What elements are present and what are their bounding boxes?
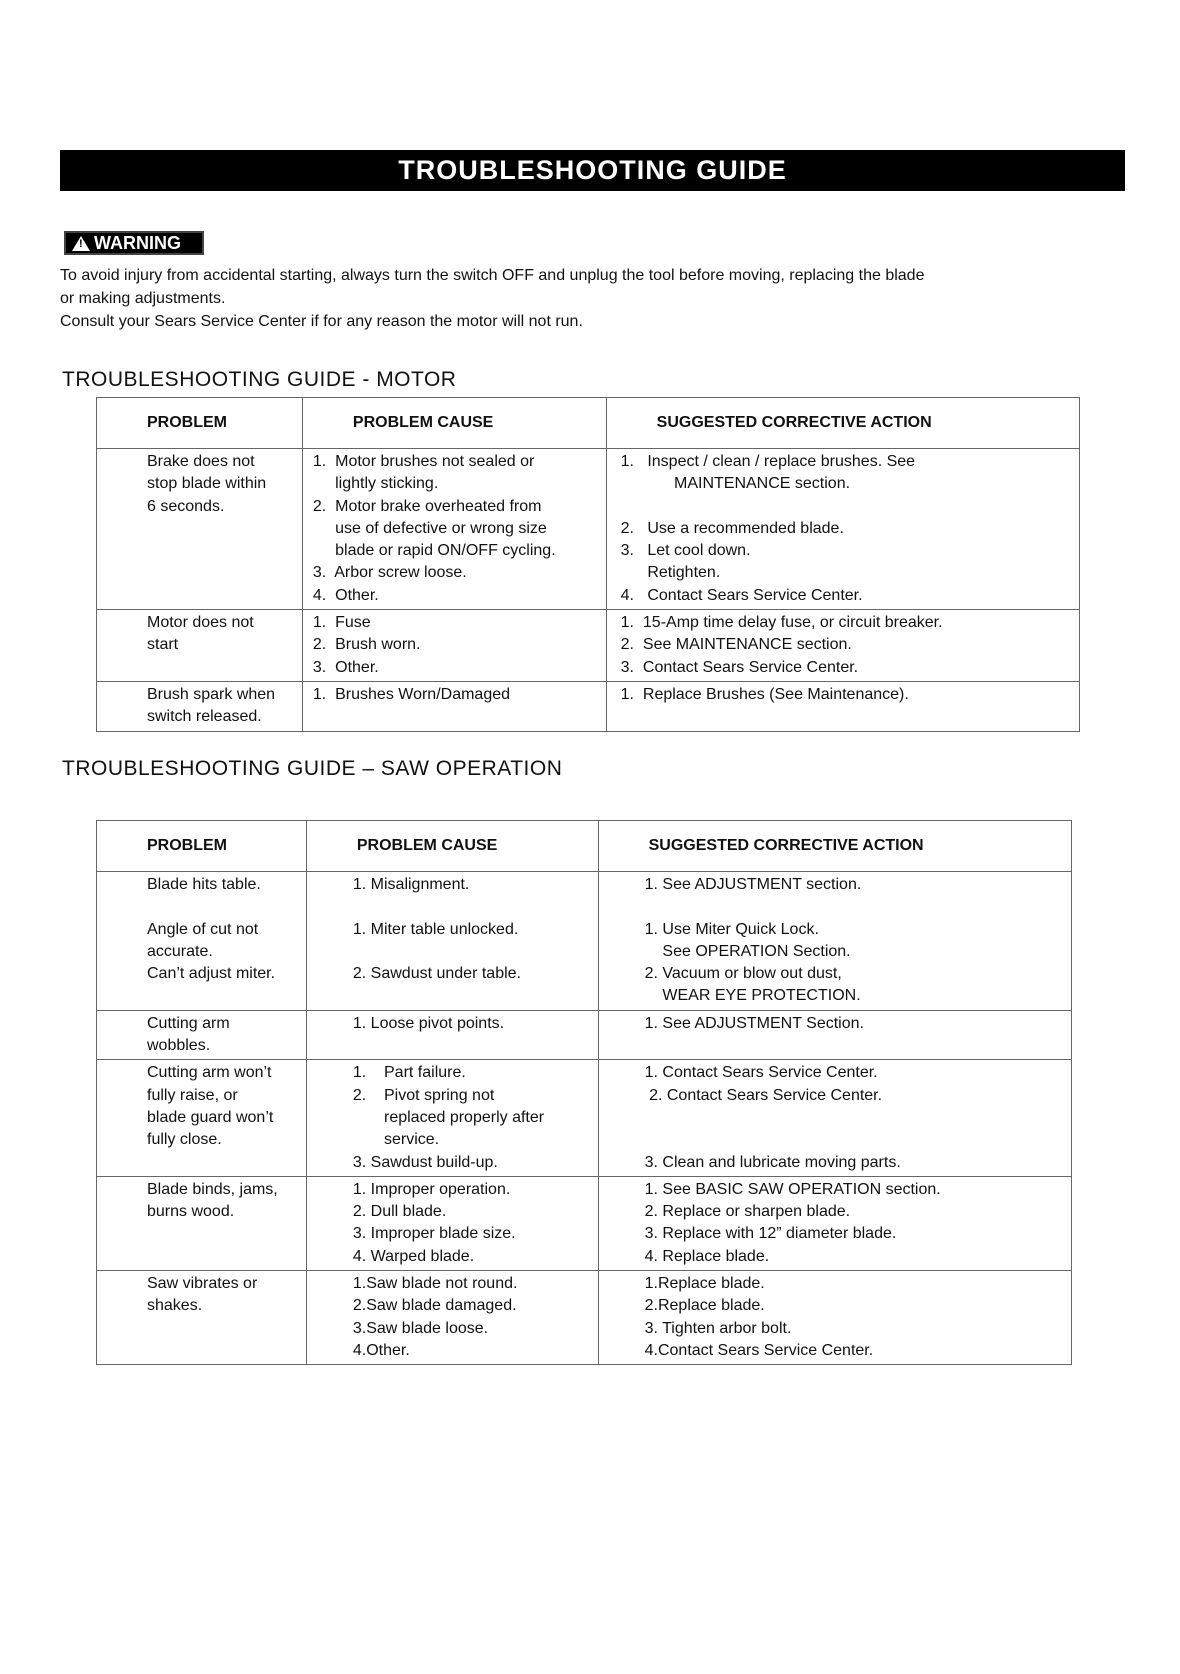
table-row [97, 1060, 1072, 1176]
problem-line: Motor does not [147, 614, 254, 632]
action-line: 1. See ADJUSTMENT Section. [644, 1014, 864, 1032]
problem-line: Cutting arm won’t [147, 1064, 272, 1082]
warning-badge [64, 231, 204, 255]
problem-line: wobbles. [147, 1037, 211, 1055]
problem-line: start [147, 636, 179, 654]
header-action: SUGGESTED CORRECTIVE ACTION [598, 821, 1071, 872]
action-line: 2. Contact Sears Service Center. [644, 1086, 883, 1104]
cell-cause [306, 1060, 598, 1176]
warning-paragraph-2: Consult your Sears Service Center if for any reason the motor will not run. [60, 313, 583, 330]
warning-paragraph-1b: or making adjustments. [60, 290, 226, 307]
cell-cause [306, 1010, 598, 1060]
problem-line: Can’t adjust miter. [147, 965, 276, 983]
problem-line: Cutting arm [147, 1014, 230, 1032]
action-line: 3. Replace with 12” diameter blade. [644, 1225, 897, 1243]
action-line: 1. Replace Brushes (See Maintenance). [620, 685, 909, 703]
cell-cause [306, 1176, 598, 1270]
action-line: 2. Vacuum or blow out dust, [644, 965, 842, 983]
problem-line: 6 seconds. [147, 497, 225, 515]
action-line: 4. Replace blade. [644, 1247, 770, 1265]
problem-line: Saw vibrates or [147, 1275, 258, 1293]
cause-line: 1. Misalignment. [352, 876, 470, 893]
cause-line: 3. Other. [312, 658, 379, 676]
problem-line [147, 896, 300, 918]
table-row [97, 1010, 1072, 1060]
cause-line: 2. Sawdust under table. [352, 965, 521, 983]
action-line: 1. Use Miter Quick Lock. [644, 920, 819, 938]
action-line: 3. Tighten arbor bolt. [644, 1319, 792, 1337]
table-row [97, 449, 1080, 610]
header-cause: PROBLEM CAUSE [306, 821, 598, 872]
header-problem: PROBLEM [97, 398, 303, 449]
problem-line: Brake does not [147, 453, 255, 470]
cause-line: 2.Saw blade damaged. [352, 1297, 517, 1315]
cell-problem [97, 449, 303, 610]
cell-problem [97, 872, 307, 1011]
action-line: 3. Let cool down. [620, 542, 751, 560]
cell-problem [97, 1060, 307, 1176]
cell-action [598, 1010, 1071, 1060]
cause-line: 2. Dull blade. [352, 1203, 447, 1221]
cell-action [598, 1271, 1071, 1365]
warning-badge-label: WARNING [94, 233, 181, 253]
action-line [621, 496, 1073, 518]
table-row [97, 1176, 1072, 1270]
cause-line: 3. Sawdust build-up. [352, 1153, 498, 1171]
cause-line: 3.Saw blade loose. [352, 1319, 489, 1337]
cell-problem [97, 1010, 307, 1060]
cell-cause [306, 872, 598, 1011]
cell-cause [302, 610, 606, 682]
cause-line: 2. Motor brake overheated from [312, 497, 542, 515]
motor-section-title: TROUBLESHOOTING GUIDE - MOTOR [62, 368, 457, 391]
table-header-row [97, 398, 1080, 449]
warning-text [60, 264, 1130, 333]
header-problem: PROBLEM [97, 821, 307, 872]
cause-line: 1. Improper operation. [352, 1180, 511, 1198]
cause-line: 4. Other. [312, 586, 379, 604]
problem-line: stop blade within [147, 475, 267, 493]
cause-line: 2. Brush worn. [312, 636, 421, 654]
cause-line [353, 941, 592, 963]
warning-triangle-icon: ! [72, 236, 90, 251]
action-line: 3. Contact Sears Service Center. [620, 658, 859, 676]
problem-line: shakes. [147, 1297, 203, 1315]
action-line: 3. Clean and lubricate moving parts. [644, 1153, 901, 1171]
cause-line: 4.Other. [352, 1341, 410, 1359]
problem-line: fully raise, or [147, 1086, 238, 1104]
cell-action [598, 872, 1071, 1011]
cause-line: 2. Pivot spring not [352, 1086, 495, 1104]
cause-line: 3. Arbor screw loose. [312, 564, 467, 582]
cell-action [606, 449, 1079, 610]
action-line: 2. See MAINTENANCE section. [620, 636, 852, 654]
cause-line: 1. Motor brushes not sealed or [312, 453, 535, 470]
cell-problem [97, 681, 303, 731]
action-line [645, 1107, 1065, 1129]
table-row [97, 872, 1072, 1011]
cell-action [598, 1060, 1071, 1176]
saw-table [96, 820, 1072, 1365]
action-line: 2. Use a recommended blade. [620, 519, 844, 537]
action-line: WEAR EYE PROTECTION. [644, 987, 861, 1005]
cause-line: 1.Saw blade not round. [352, 1275, 518, 1293]
header-action: SUGGESTED CORRECTIVE ACTION [606, 398, 1079, 449]
cause-line: 1. Miter table unlocked. [352, 920, 519, 938]
table-header-row [97, 821, 1072, 872]
table-row [97, 1271, 1072, 1365]
warning-paragraph-1: To avoid injury from accidental starting, always turn the switch OFF and unplug the tool before moving, replacing the blade [60, 267, 925, 284]
problem-line: accurate. [147, 942, 213, 960]
problem-line: Blade binds, jams, [147, 1180, 278, 1198]
action-line: 4.Contact Sears Service Center. [644, 1341, 874, 1359]
saw-section-title: TROUBLESHOOTING GUIDE – SAW OPERATION [62, 757, 563, 780]
cause-line: blade or rapid ON/OFF cycling. [312, 542, 556, 560]
cell-action [606, 681, 1079, 731]
action-line: 2.Replace blade. [644, 1297, 765, 1315]
problem-line: burns wood. [147, 1203, 235, 1221]
cause-line: 1. Part failure. [352, 1064, 466, 1082]
cell-cause [302, 681, 606, 731]
problem-line: Angle of cut not [147, 920, 259, 938]
cell-cause [302, 449, 606, 610]
cause-line: 1. Loose pivot points. [352, 1014, 505, 1032]
action-line: 1. See ADJUSTMENT section. [644, 876, 862, 893]
cause-line: service. [352, 1131, 440, 1149]
table-row [97, 610, 1080, 682]
table-row [97, 681, 1080, 731]
problem-line: switch released. [147, 708, 262, 726]
cause-line: 3. Improper blade size. [352, 1225, 516, 1243]
cause-line: lightly sticking. [312, 475, 439, 493]
problem-line: Brush spark when [147, 685, 276, 703]
cause-line: 1. Brushes Worn/Damaged [312, 685, 511, 703]
cause-line [353, 896, 592, 918]
problem-line: Blade hits table. [147, 876, 261, 893]
action-line: 2. Replace or sharpen blade. [644, 1203, 851, 1221]
header-cause: PROBLEM CAUSE [302, 398, 606, 449]
cause-line: replaced properly after [352, 1108, 545, 1126]
problem-line: fully close. [147, 1131, 222, 1149]
cell-problem [97, 1176, 307, 1270]
cell-action [606, 610, 1079, 682]
cause-line: 4. Warped blade. [352, 1247, 475, 1265]
action-line: 4. Contact Sears Service Center. [620, 586, 863, 604]
action-line: 1. Inspect / clean / replace brushes. See [620, 453, 916, 470]
cell-problem [97, 610, 303, 682]
action-line: Retighten. [620, 564, 721, 582]
action-line [645, 896, 1065, 918]
action-line [645, 1129, 1065, 1151]
action-line: 1. 15-Amp time delay fuse, or circuit breaker. [620, 614, 943, 632]
page-banner: TROUBLESHOOTING GUIDE [60, 150, 1125, 191]
action-line: 1.Replace blade. [644, 1275, 765, 1293]
action-line: See OPERATION Section. [644, 942, 851, 960]
action-line: 1. See BASIC SAW OPERATION section. [644, 1180, 941, 1198]
action-line: 1. Contact Sears Service Center. [644, 1064, 878, 1082]
cell-action [598, 1176, 1071, 1270]
cell-cause [306, 1271, 598, 1365]
cause-line: 1. Fuse [312, 614, 371, 632]
problem-line: blade guard won’t [147, 1108, 274, 1126]
cell-problem [97, 1271, 307, 1365]
cause-line: use of defective or wrong size [312, 519, 547, 537]
action-line: MAINTENANCE section. [620, 475, 851, 493]
motor-table [96, 397, 1080, 732]
